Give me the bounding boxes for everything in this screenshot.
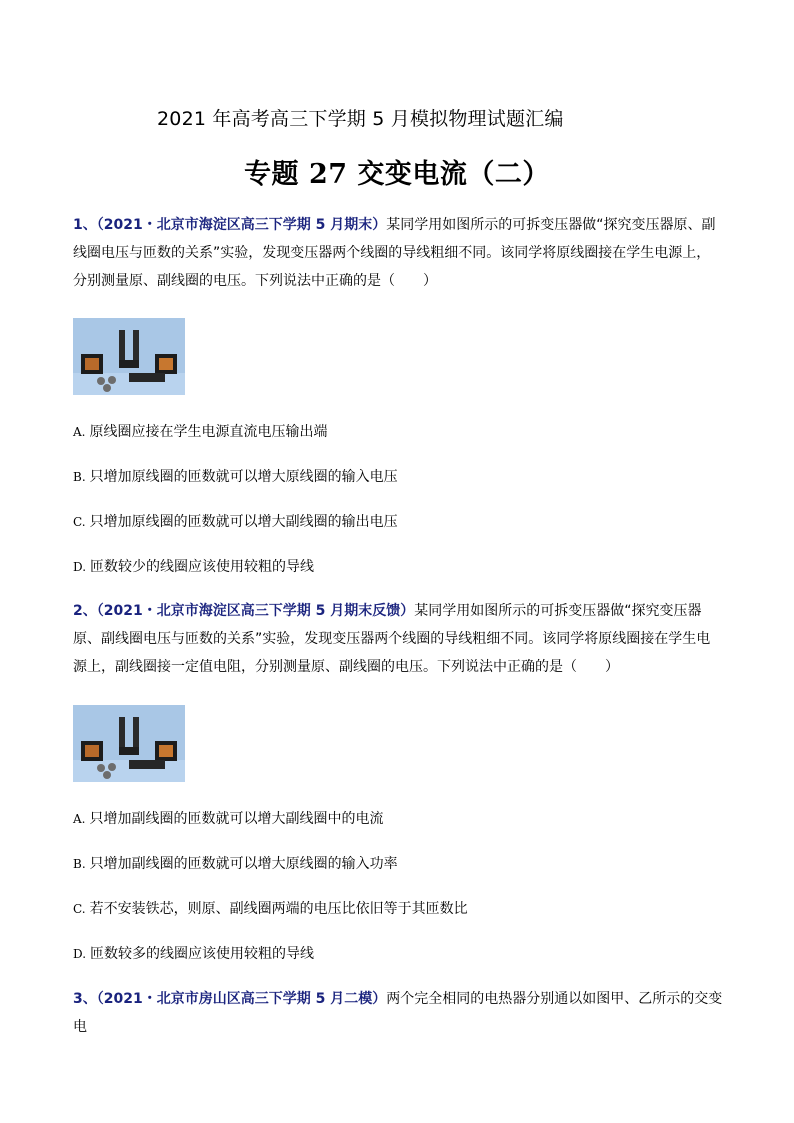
question-stem: 某同学用如图所示的可拆变压器做“探究变压器原、副线圈电压与匝数的关系”实验，发现变压器两个线圈的导线粗细不同。该同学将原线圈接在学生电源上，分别测量原、副线圈的电压。下列说法中正确的是（ ） [73, 217, 716, 289]
question-number: 2、 [73, 603, 97, 619]
transformer-kit-photo-icon [73, 705, 185, 782]
option-b: B. 只增加副线圈的匝数就可以增大原线圈的输入功率 [73, 856, 398, 872]
question-source: （2021・北京市海淀区高三下学期 5 月期末反馈） [96, 603, 415, 619]
question-stem: 某同学用如图所示的可拆变压器做“探究变压器原、副线圈电压与匝数的关系”实验，发现变压器两个线圈的导线粗细不同。该同学将原线圈接在学生电源上，副线圈接一定值电阻，分别测量原、副线圈的电压。下列说法中正确的是（ ） [73, 603, 711, 675]
option-b: B. 只增加原线圈的匝数就可以增大原线圈的输入电压 [73, 469, 398, 485]
collection-title: 2021 年高考高三下学期 5 月模拟物理试题汇编 [157, 108, 564, 130]
question-stem: 两个完全相同的电热器分别通以如图甲、乙所示的交变电 [73, 991, 723, 1035]
option-c: C. 若不安装铁芯，则原、副线圈两端的电压比依旧等于其匝数比 [73, 901, 468, 917]
option-c: C. 只增加原线圈的匝数就可以增大副线圈的输出电压 [73, 514, 398, 530]
question-number: 1、 [73, 217, 97, 233]
question-source: （2021・北京市房山区高三下学期 5 月二模） [96, 991, 387, 1007]
option-a: A. 原线圈应接在学生电源直流电压输出端 [73, 424, 328, 440]
option-d: D. 匝数较多的线圈应该使用较粗的导线 [73, 946, 315, 962]
transformer-kit-photo-icon [73, 318, 185, 395]
option-a: A. 只增加副线圈的匝数就可以增大副线圈中的电流 [73, 811, 384, 827]
question-1 [73, 211, 723, 295]
question-number: 3、 [73, 991, 97, 1007]
question-3 [73, 985, 723, 1041]
question-2 [73, 597, 723, 681]
option-d: D. 匝数较少的线圈应该使用较粗的导线 [73, 559, 315, 575]
question-source: （2021・北京市海淀区高三下学期 5 月期末） [96, 217, 387, 233]
topic-title: 专题 27 交变电流（二） [244, 159, 550, 190]
